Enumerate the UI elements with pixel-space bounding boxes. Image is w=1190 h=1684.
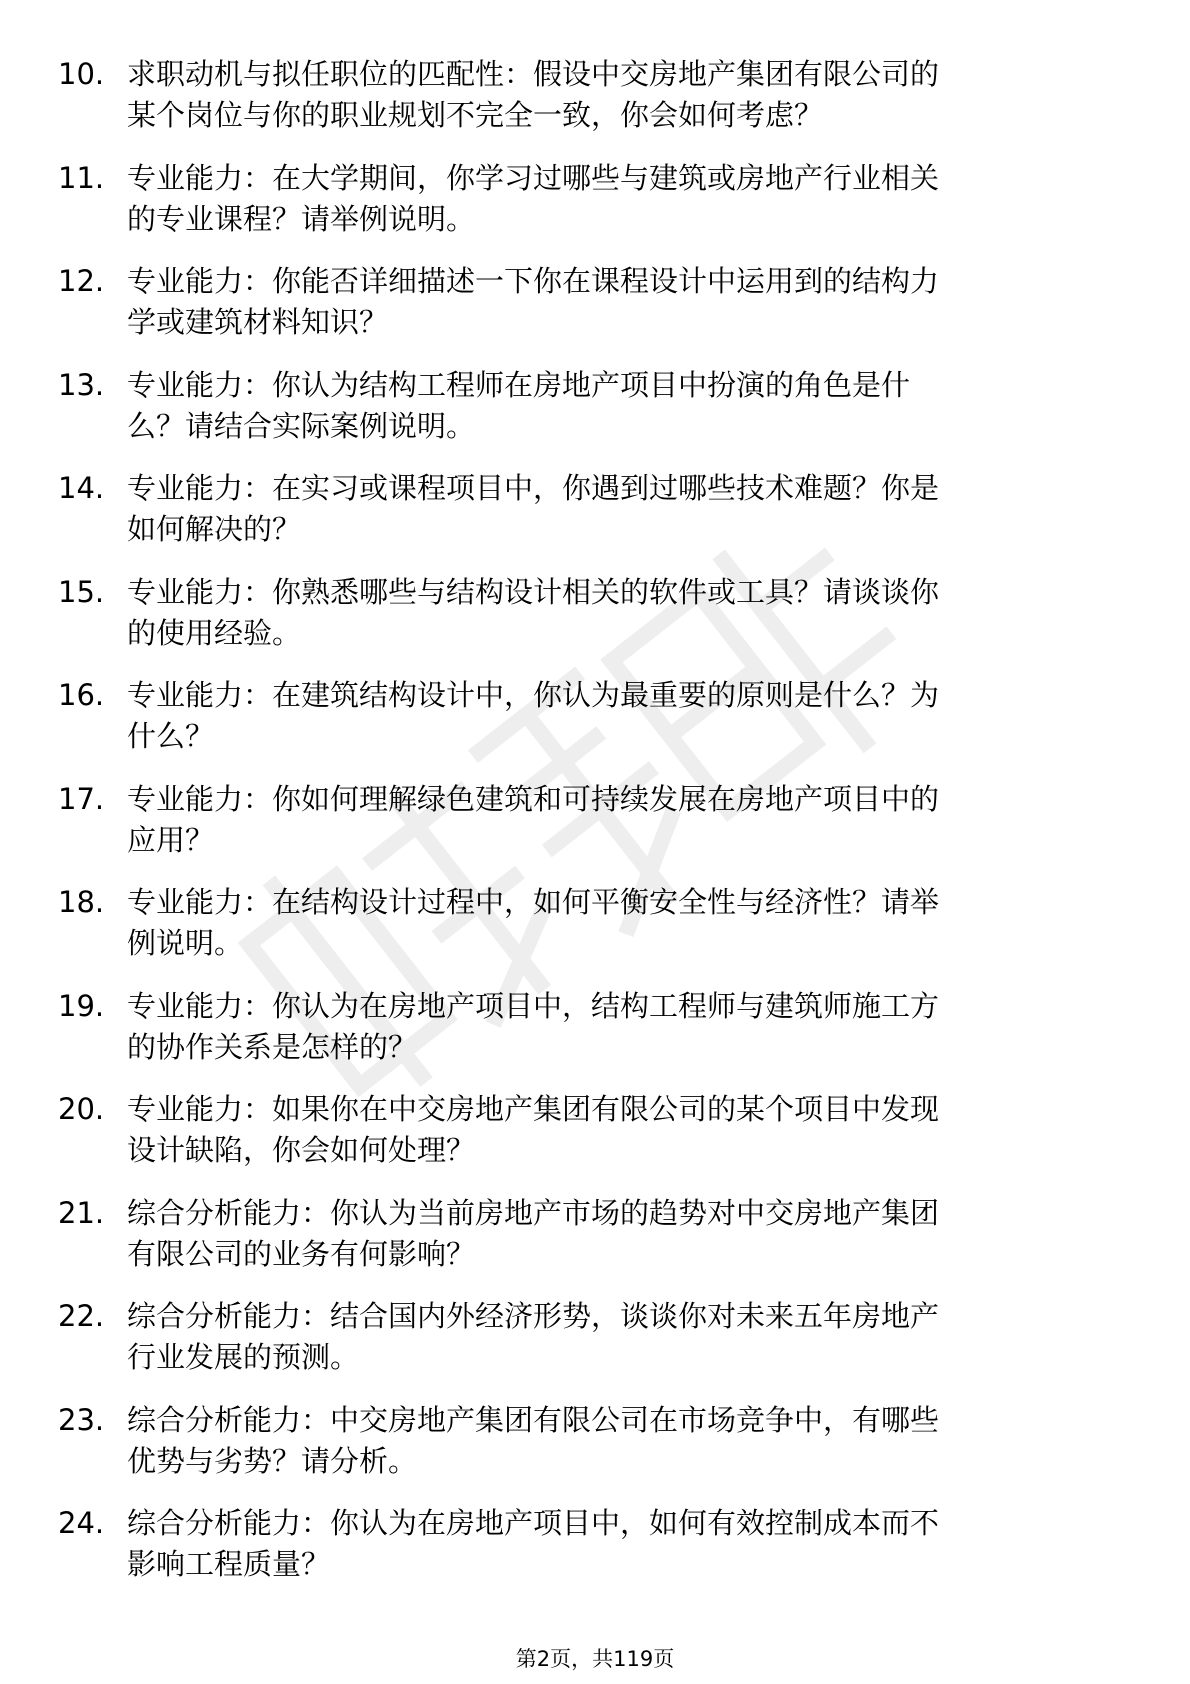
question-item-19 [0,986,1190,1090]
question-text-line: 某个岗位与你的职业规划不完全一致，你会如何考虑？ [127,98,824,132]
question-list [0,54,1190,1607]
question-item-10 [0,54,1190,158]
question-text-line: 的协作关系是怎样的？ [127,1029,418,1064]
question-number: 16. [58,678,105,712]
question-item-17 [0,779,1190,883]
question-number: 17. [58,781,105,816]
question-item-12 [0,261,1190,365]
question-text-line: 优势与劣势？请分析。 [127,1443,418,1478]
question-text-line: 专业能力：你能否详细描述一下你在课程设计中运用到的结构力 [127,264,940,298]
question-item-22 [0,1296,1190,1400]
question-number: 13. [58,367,105,402]
question-number: 10. [58,57,105,91]
question-text-line: 影响工程质量？ [127,1547,331,1581]
question-item-11 [0,158,1190,262]
question-text-line: 么？请结合实际案例说明。 [127,408,476,443]
question-text-line: 综合分析能力：你认为在房地产项目中，如何有效控制成本而不 [127,1506,940,1540]
question-item-16 [0,675,1190,779]
page-footer: 第2页，共119页 [515,1647,675,1671]
question-number: 23. [58,1402,105,1437]
question-text-line: 专业能力：你认为结构工程师在房地产项目中扮演的角色是什 [127,367,911,402]
question-item-21 [0,1193,1190,1297]
question-number: 18. [58,885,105,919]
question-item-14 [0,468,1190,572]
question-item-23 [0,1400,1190,1504]
question-text-line: 专业能力：在实习或课程项目中，你遇到过哪些技术难题？你是 [127,471,940,505]
question-item-24 [0,1503,1190,1607]
question-text-line: 专业能力：在建筑结构设计中，你认为最重要的原则是什么？为 [127,678,940,712]
question-item-18 [0,882,1190,986]
question-item-15 [0,572,1190,676]
question-text-line: 专业能力：你熟悉哪些与结构设计相关的软件或工具？请谈谈你 [127,574,940,609]
question-text-line: 专业能力：你如何理解绿色建筑和可持续发展在房地产项目中的 [127,781,940,816]
question-number: 15. [58,574,105,609]
question-text-line: 综合分析能力：中交房地产集团有限公司在市场竞争中，有哪些 [127,1402,940,1437]
question-number: 22. [58,1299,105,1333]
question-text-line: 专业能力：在结构设计过程中，如何平衡安全性与经济性？请举 [127,885,940,919]
question-item-13 [0,365,1190,469]
question-text-line: 设计缺陷，你会如何处理？ [127,1133,476,1167]
question-text-line: 什么？ [127,719,215,753]
question-item-20 [0,1089,1190,1193]
question-number: 24. [58,1506,105,1540]
question-number: 11. [58,160,105,195]
question-text-line: 例说明。 [127,926,244,960]
question-number: 20. [58,1092,105,1126]
question-number: 19. [58,988,105,1023]
question-text-line: 专业能力：在大学期间，你学习过哪些与建筑或房地产行业相关 [127,160,940,195]
question-number: 14. [58,471,105,505]
question-text-line: 学或建筑材料知识？ [127,305,389,339]
question-number: 21. [58,1195,105,1230]
question-text-line: 有限公司的业务有何影响？ [127,1236,476,1271]
question-text-line: 的使用经验。 [127,615,302,650]
question-text-line: 的专业课程？请举例说明。 [127,201,476,236]
question-text-line: 专业能力：你认为在房地产项目中，结构工程师与建筑师施工方 [127,988,940,1023]
question-text-line: 专业能力：如果你在中交房地产集团有限公司的某个项目中发现 [127,1092,940,1126]
question-text-line: 求职动机与拟任职位的匹配性：假设中交房地产集团有限公司的 [127,57,940,91]
question-text-line: 应用？ [127,822,215,857]
question-text-line: 综合分析能力：结合国内外经济形势，谈谈你对未来五年房地产 [127,1299,940,1333]
question-text-line: 如何解决的？ [127,512,302,546]
question-number: 12. [58,264,105,298]
question-text-line: 行业发展的预测。 [127,1340,360,1374]
question-text-line: 综合分析能力：你认为当前房地产市场的趋势对中交房地产集团 [127,1195,940,1230]
